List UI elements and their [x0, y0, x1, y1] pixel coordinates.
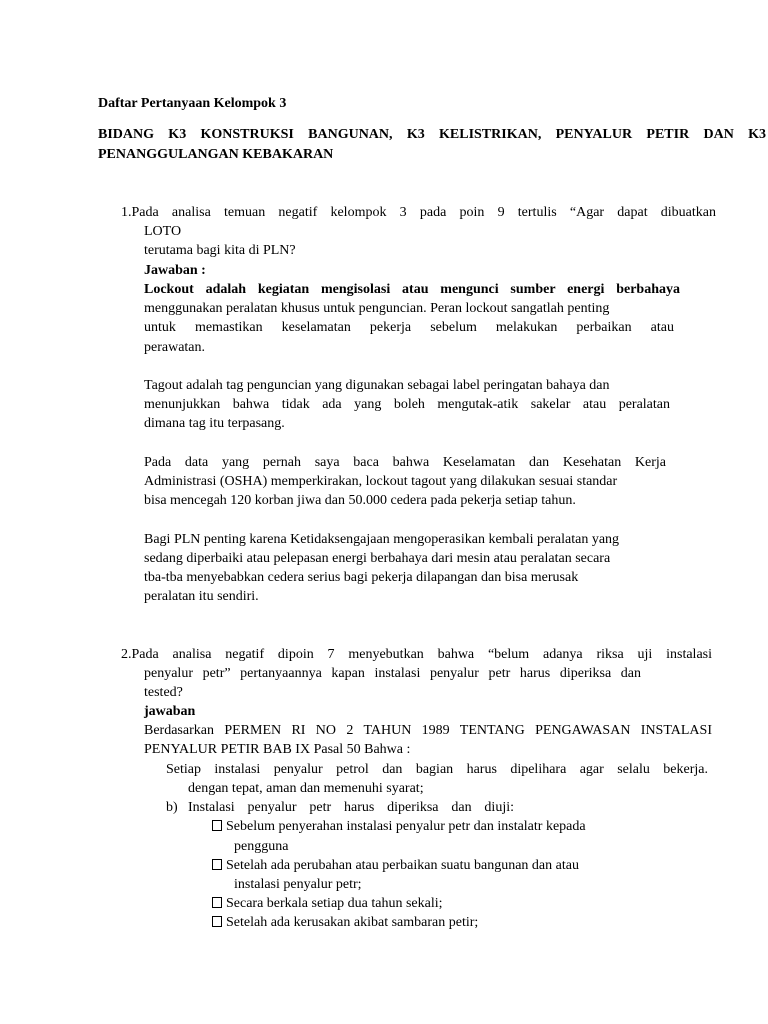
q2-bullet-2-line-2: instalasi penyalur petr; [234, 877, 362, 892]
q1-p4-line-2: sedang diperbaiki atau pelepasan energi berbahaya dari mesin atau peralatan secara [144, 551, 611, 566]
q2-question-line-2: penyalur petr” pertanyaannya kapan instalasi penyalur petr harus diperiksa dan [144, 666, 641, 681]
q2-answer-label: jawaban [144, 704, 196, 719]
q2-answer-line-1: Berdasarkan PERMEN RI NO 2 TAHUN 1989 TENTANG PENGAWASAN INSTALASI [144, 723, 712, 738]
document-subtitle [98, 125, 766, 165]
q1-p3-line-2: Administrasi (OSHA) memperkirakan, lockout tagout yang dilakukan sesuai standar [144, 474, 618, 489]
q2-item-a-line-1: Setiap instalasi penyalur petrol dan bagian harus dipelihara agar selalu bekerja. [166, 762, 708, 777]
subtitle-line-1: BIDANG K3 KONSTRUKSI BANGUNAN, K3 KELISTRIKAN, PENYALUR PETIR DAN K3 [98, 127, 766, 142]
missing-glyph-box-icon [212, 897, 222, 908]
q2-bullet-1-line-2: pengguna [234, 839, 289, 854]
q2-bullet-1 [212, 817, 586, 836]
q1-answer-label: Jawaban : [144, 263, 206, 278]
q1-p2-line-1: Tagout adalah tag penguncian yang digunakan sebagai label peringatan bahaya dan [144, 378, 610, 393]
q1-p1-line-2: menggunakan peralatan khusus untuk penguncian. Peran lockout sangatlah penting [144, 301, 610, 316]
q1-question-line-1: 1.Pada analisa temuan negatif kelompok 3 pada poin 9 tertulis “Agar dapat dibuatkan [121, 205, 716, 220]
q1-p4-line-3: tba-tba menyebabkan cedera serius bagi pekerja dilapangan dan bisa merusak [144, 570, 579, 585]
q2-bullet-2-line-1: Setelah ada perubahan atau perbaikan suatu bangunan dan atau [226, 858, 579, 873]
q2-answer-line-2: PENYALUR PETIR BAB IX Pasal 50 Bahwa : [144, 742, 411, 757]
q1-p1-line-4: perawatan. [144, 340, 206, 355]
q2-bullet-4 [212, 913, 478, 932]
q1-question-line-3: terutama bagi kita di PLN? [144, 243, 296, 258]
q1-p1-line-1: Lockout adalah kegiatan mengisolasi atau mengunci sumber energi berbahaya [144, 282, 680, 297]
q1-question-line-2: LOTO [144, 224, 182, 239]
q2-item-b-text: Instalasi penyalur petr harus diperiksa dan diuji: [188, 800, 514, 815]
q1-p4-line-1: Bagi PLN penting karena Ketidaksengajaan mengoperasikan kembali peralatan yang [144, 532, 620, 547]
q2-item-a-line-2: dengan tepat, aman dan memenuhi syarat; [188, 781, 424, 796]
q2-question-line-1: 2.Pada analisa negatif dipoin 7 menyebutkan bahwa “belum adanya riksa uji instalasi [121, 647, 712, 662]
q1-p3-line-3: bisa mencegah 120 korban jiwa dan 50.000 cedera pada pekerja setiap tahun. [144, 493, 576, 508]
q2-bullet-3 [212, 894, 443, 913]
q1-p1-line-3: untuk memastikan keselamatan pekerja sebelum melakukan perbaikan atau [144, 320, 674, 335]
q1-p2-line-3: dimana tag itu terpasang. [144, 416, 285, 431]
q1-p2-line-2: menunjukkan bahwa tidak ada yang boleh mengutak-atik sakelar atau peralatan [144, 397, 670, 412]
q2-bullet-1-line-1: Sebelum penyerahan instalasi penyalur petr dan instalatr kepada [226, 819, 586, 834]
q2-item-b-marker: b) [166, 800, 178, 815]
q1-p4-line-4: peralatan itu sendiri. [144, 589, 259, 604]
subtitle-line-2: PENANGGULANGAN KEBAKARAN [98, 147, 334, 162]
missing-glyph-box-icon [212, 820, 222, 831]
q2-bullet-2 [212, 856, 579, 875]
q2-bullet-4-line-1: Setelah ada kerusakan akibat sambaran petir; [226, 915, 479, 930]
q1-p3-line-1: Pada data yang pernah saya baca bahwa Keselamatan dan Kesehatan Kerja [144, 455, 666, 470]
missing-glyph-box-icon [212, 859, 222, 870]
document-title: Daftar Pertanyaan Kelompok 3 [98, 96, 287, 111]
q2-question-line-3: tested? [144, 685, 183, 700]
q2-bullet-3-line-1: Secara berkala setiap dua tahun sekali; [226, 896, 443, 911]
missing-glyph-box-icon [212, 916, 222, 927]
